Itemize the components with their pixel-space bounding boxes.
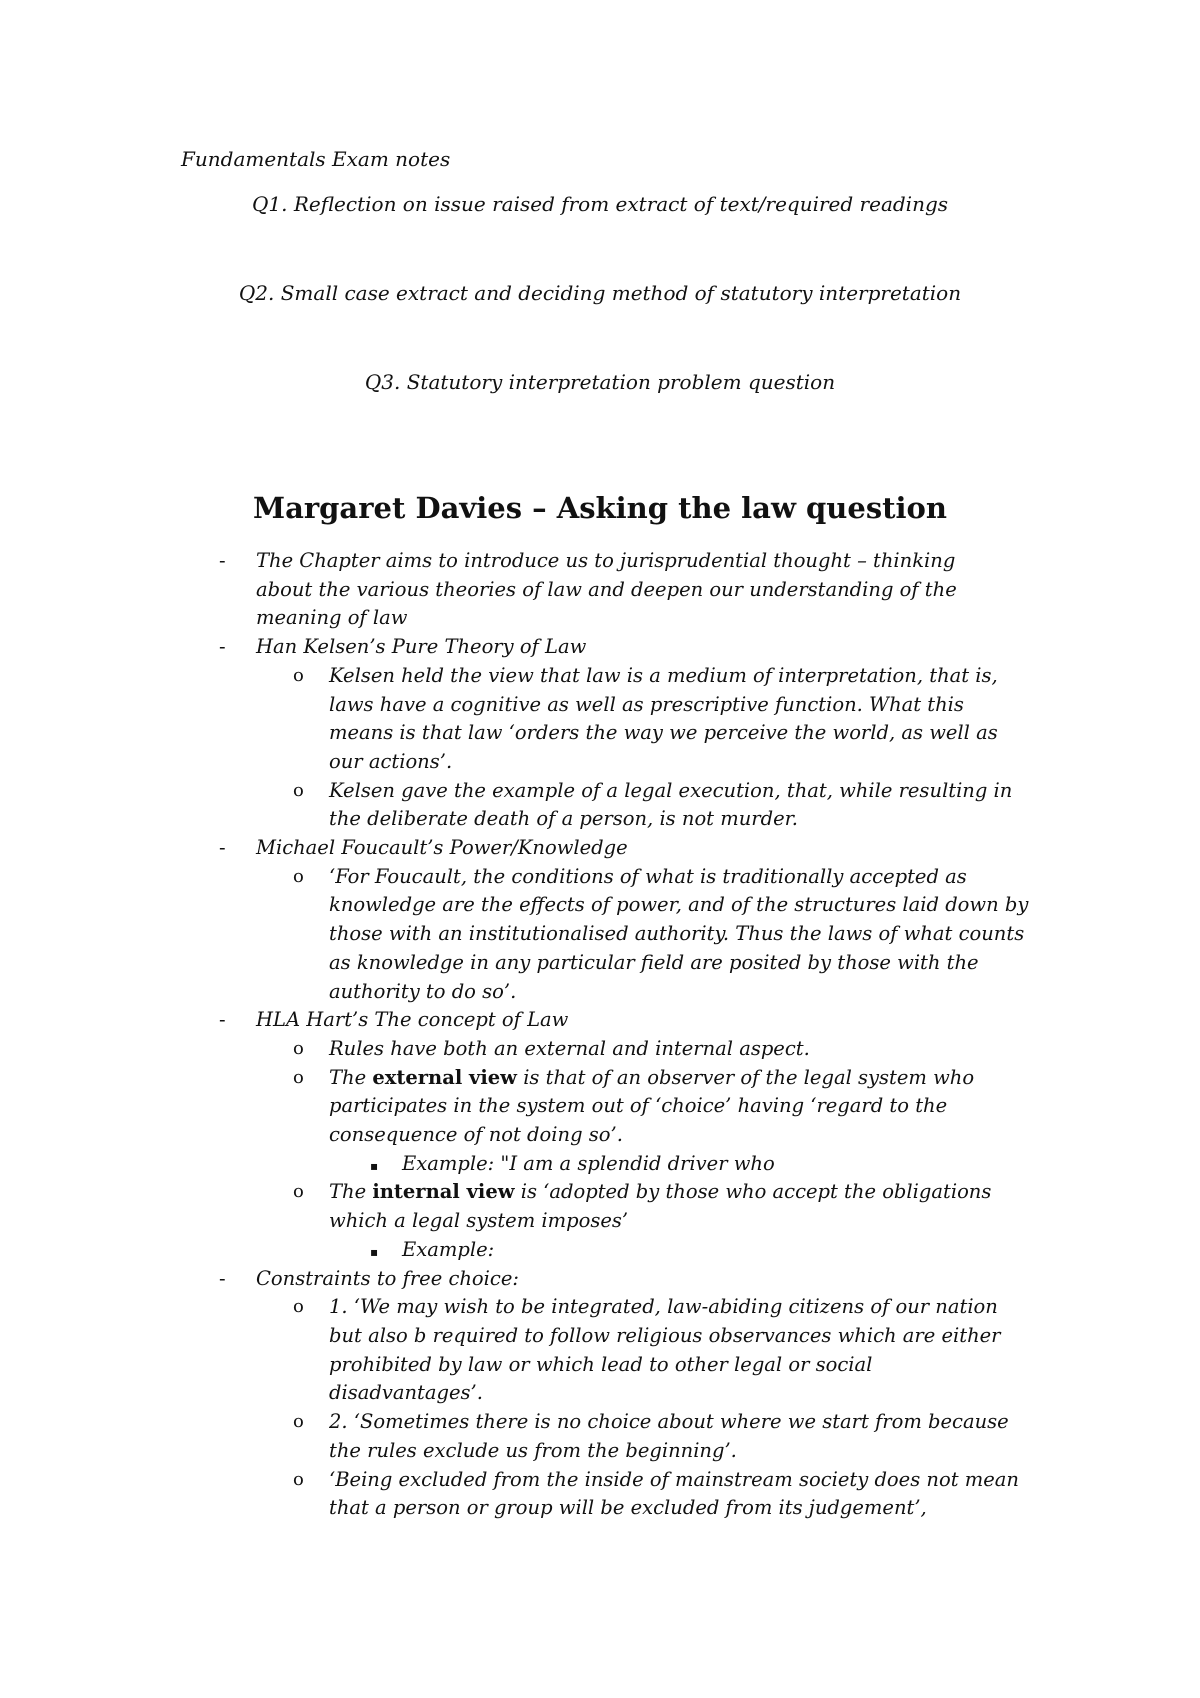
list-item-text: HLA Hart’s The concept of Law — [256, 1008, 569, 1032]
list-item-text: Example: — [402, 1237, 495, 1261]
list-item — [0, 662, 1029, 777]
square-bullet: ▪ — [370, 1158, 379, 1173]
list-item-text: Michael Foucault’s Power/Knowledge — [256, 836, 628, 860]
list-item-text: The Chapter aims to introduce us to jurisprudential thought – thinking about the various theories of law and deepen our understanding of the meaning of law — [256, 549, 957, 630]
text-suffix: is ‘adopted by those who accept the obligations which a legal system imposes’ — [329, 1180, 992, 1233]
list-item — [0, 633, 966, 662]
section-heading: Margaret Davies – Asking the law question — [252, 491, 947, 525]
list-item — [0, 1466, 1029, 1523]
list-item-text: 2. ‘Sometimes there is no choice about where we start from because the rules exclude us from the beginning’. — [329, 1410, 1009, 1462]
list-item — [0, 1265, 966, 1294]
question-2: Q2. Small case extract and deciding method of statutory interpretation — [238, 281, 962, 305]
list-item — [0, 1150, 1022, 1179]
list-item — [0, 1178, 1029, 1235]
circle-bullet: o — [293, 1037, 304, 1059]
list-item-text: 1. ‘We may wish to be integrated, law-abiding citizens of our nation but also b required to follow religious observances which are either prohibited by law or which lead to other legal or social disadvantages’. — [329, 1295, 1001, 1405]
document-title: Fundamentals Exam notes — [181, 147, 451, 171]
question-1: Q1. Reflection on issue raised from extract of text/required readings — [251, 192, 949, 216]
circle-bullet: o — [293, 1181, 304, 1203]
list-item-text: Constraints to free choice: — [256, 1266, 519, 1290]
text-prefix: The — [329, 1065, 367, 1089]
list-item-text: Kelsen gave the example of a legal execution, that, while resulting in the deliberate death of a person, is not murder. — [329, 778, 1013, 831]
list-item-text: Han Kelsen’s Pure Theory of Law — [256, 635, 587, 659]
notes-list — [0, 547, 1200, 1523]
circle-bullet: o — [293, 865, 304, 887]
text-prefix: The — [329, 1180, 367, 1204]
circle-bullet: o — [293, 1411, 304, 1433]
list-item — [0, 1035, 1029, 1064]
circle-bullet: o — [293, 1296, 304, 1318]
bold-term-external-view: external view — [372, 1065, 517, 1089]
circle-bullet: o — [293, 1066, 304, 1088]
dash-bullet: - — [219, 549, 226, 572]
list-item — [0, 1293, 1029, 1408]
list-item-text: Kelsen held the view that law is a medium of interpretation, that is, laws have a cognitive as well as prescriptive function. What this means is that law ‘orders the way we perceive the world, as well as our actions’. — [329, 663, 998, 773]
list-item-text: Rules have both an external and internal aspect. — [329, 1036, 810, 1060]
dash-bullet: - — [219, 836, 226, 860]
dash-bullet: - — [219, 1266, 226, 1290]
square-bullet: ▪ — [370, 1244, 379, 1259]
dash-bullet: - — [219, 1008, 226, 1032]
list-item — [0, 1006, 966, 1035]
list-item-text — [329, 1180, 991, 1232]
list-item — [0, 863, 1029, 1007]
question-3: Q3. Statutory interpretation problem question — [364, 370, 836, 394]
list-item-text: Example: "I am a splendid driver who — [402, 1151, 775, 1175]
list-item — [0, 1064, 1029, 1150]
list-item — [0, 1408, 1029, 1465]
circle-bullet: o — [293, 664, 304, 686]
list-item-text — [329, 1066, 974, 1146]
circle-bullet: o — [293, 779, 304, 801]
list-item — [0, 834, 966, 863]
list-item-text: ‘For Foucault, the conditions of what is traditionally accepted as knowledge are the effects of power, and of the structures laid down by those with an institutionalised authority. Thus the laws of what counts as knowledge in any particular field are posited by those with the authority to do so’. — [329, 864, 1029, 1003]
list-item-text: ‘Being excluded from the inside of mainstream society does not mean that a person or group will be excluded from its judgement’, — [329, 1467, 1019, 1520]
circle-bullet: o — [293, 1468, 304, 1490]
text-suffix: is that of an observer of the legal system who participates in the system out of ‘choice’ having ‘regard to the consequence of not doing so’. — [329, 1065, 975, 1147]
list-item — [0, 1236, 1022, 1265]
dash-bullet: - — [219, 635, 226, 659]
bold-term-internal-view: internal view — [372, 1180, 515, 1204]
list-item — [0, 777, 1029, 834]
list-item — [0, 547, 966, 633]
